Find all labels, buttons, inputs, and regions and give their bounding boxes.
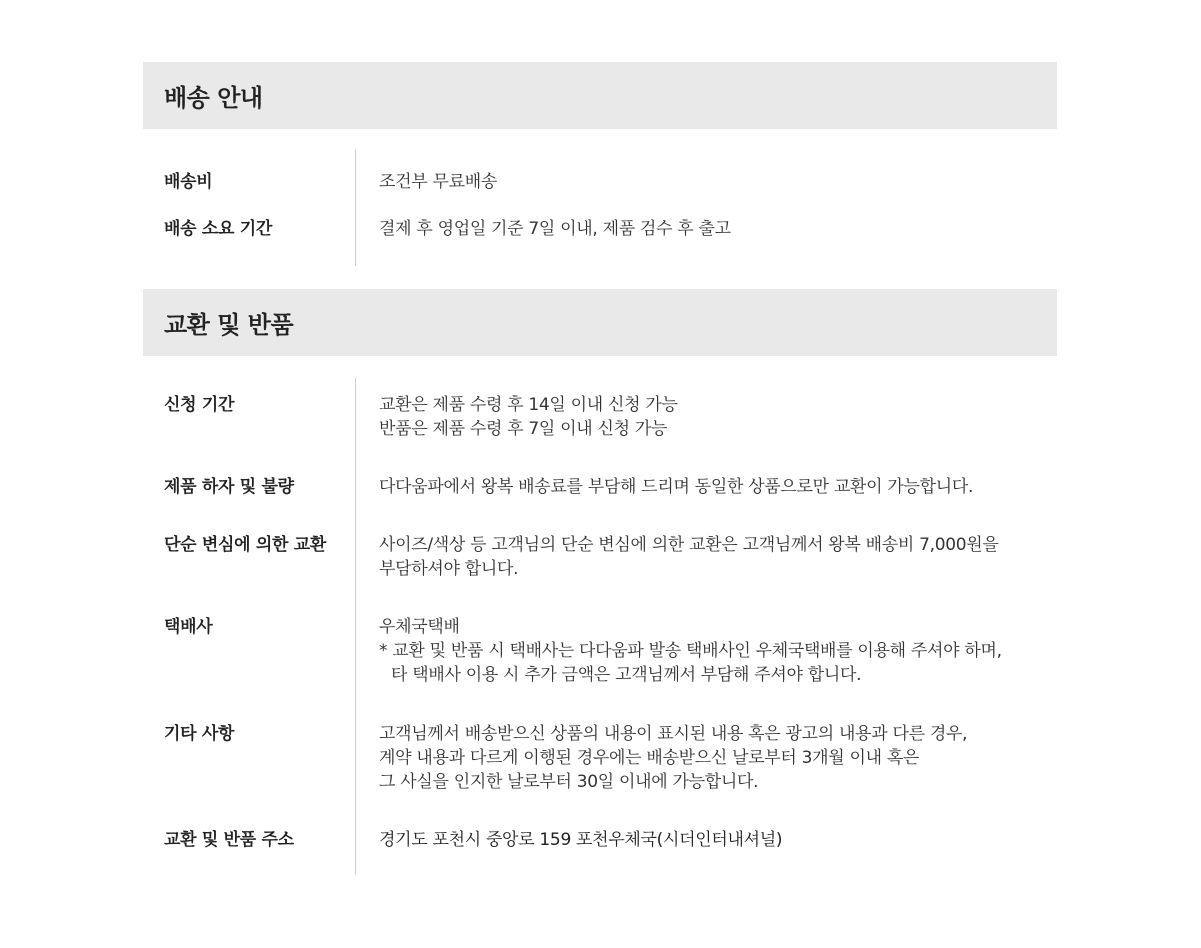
shipping-duration-label: 배송 소요 기간 (164, 219, 272, 239)
table-divider (355, 378, 356, 875)
shipping-fee-value (379, 170, 1057, 194)
shipping-fee-text: 조건부 무료배송 (379, 172, 497, 192)
other-notes-line: 고객님께서 배송받으신 상품의 내용이 표시된 내용 혹은 광고의 내용과 다른 경우, (379, 724, 968, 744)
change-of-mind-label: 단순 변심에 의한 교환 (164, 535, 326, 555)
exchange-section-title: 교환 및 반품 (164, 311, 294, 339)
request-period-line: 반품은 제품 수령 후 7일 이내 신청 가능 (379, 419, 668, 439)
shipping-section-header (143, 62, 1057, 129)
return-address-value (379, 828, 1057, 852)
defect-value (379, 475, 1057, 499)
courier-line: * 교환 및 반품 시 택배사는 다다움파 발송 택배사인 우체국택배를 이용해 주셔야 하며, (379, 641, 1002, 661)
return-address-line: 경기도 포천시 중앙로 159 포천우체국(시더인터내셔널) (379, 830, 783, 850)
exchange-section-header (143, 289, 1057, 356)
shipping-section-title: 배송 안내 (164, 84, 263, 112)
change-of-mind-line: 사이즈/색상 등 고객님의 단순 변심에 의한 교환은 고객님께서 왕복 배송비 7,000원을 (379, 535, 999, 555)
other-notes-line: 계약 내용과 다르게 이행된 경우에는 배송받으신 날로부터 3개월 이내 혹은 (379, 748, 920, 768)
shipping-info-table (143, 149, 1057, 266)
other-notes-line: 그 사실을 인지한 날로부터 30일 이내에 가능합니다. (379, 772, 759, 792)
return-address-label: 교환 및 반품 주소 (164, 830, 294, 850)
exchange-info-table (143, 378, 1057, 875)
courier-value (379, 615, 1057, 687)
request-period-label: 신청 기간 (164, 395, 235, 415)
table-divider (355, 149, 356, 266)
request-period-value (379, 393, 1057, 441)
shipping-duration-value (379, 217, 1057, 241)
change-of-mind-line: 부담하셔야 합니다. (379, 559, 519, 579)
other-notes-label: 기타 사항 (164, 724, 235, 744)
courier-line: 우체국택배 (379, 617, 460, 637)
courier-line: 타 택배사 이용 시 추가 금액은 고객님께서 부담해 주셔야 합니다. (391, 665, 862, 685)
defect-line: 다다움파에서 왕복 배송료를 부담해 드리며 동일한 상품으로만 교환이 가능합니다. (379, 477, 974, 497)
shipping-duration-text: 결제 후 영업일 기준 7일 이내, 제품 검수 후 출고 (379, 219, 731, 239)
shipping-fee-label: 배송비 (164, 172, 213, 192)
defect-label: 제품 하자 및 불량 (164, 477, 294, 497)
courier-label: 택배사 (164, 617, 213, 637)
other-notes-value (379, 722, 1057, 794)
change-of-mind-value (379, 533, 1057, 581)
request-period-line: 교환은 제품 수령 후 14일 이내 신청 가능 (379, 395, 678, 415)
